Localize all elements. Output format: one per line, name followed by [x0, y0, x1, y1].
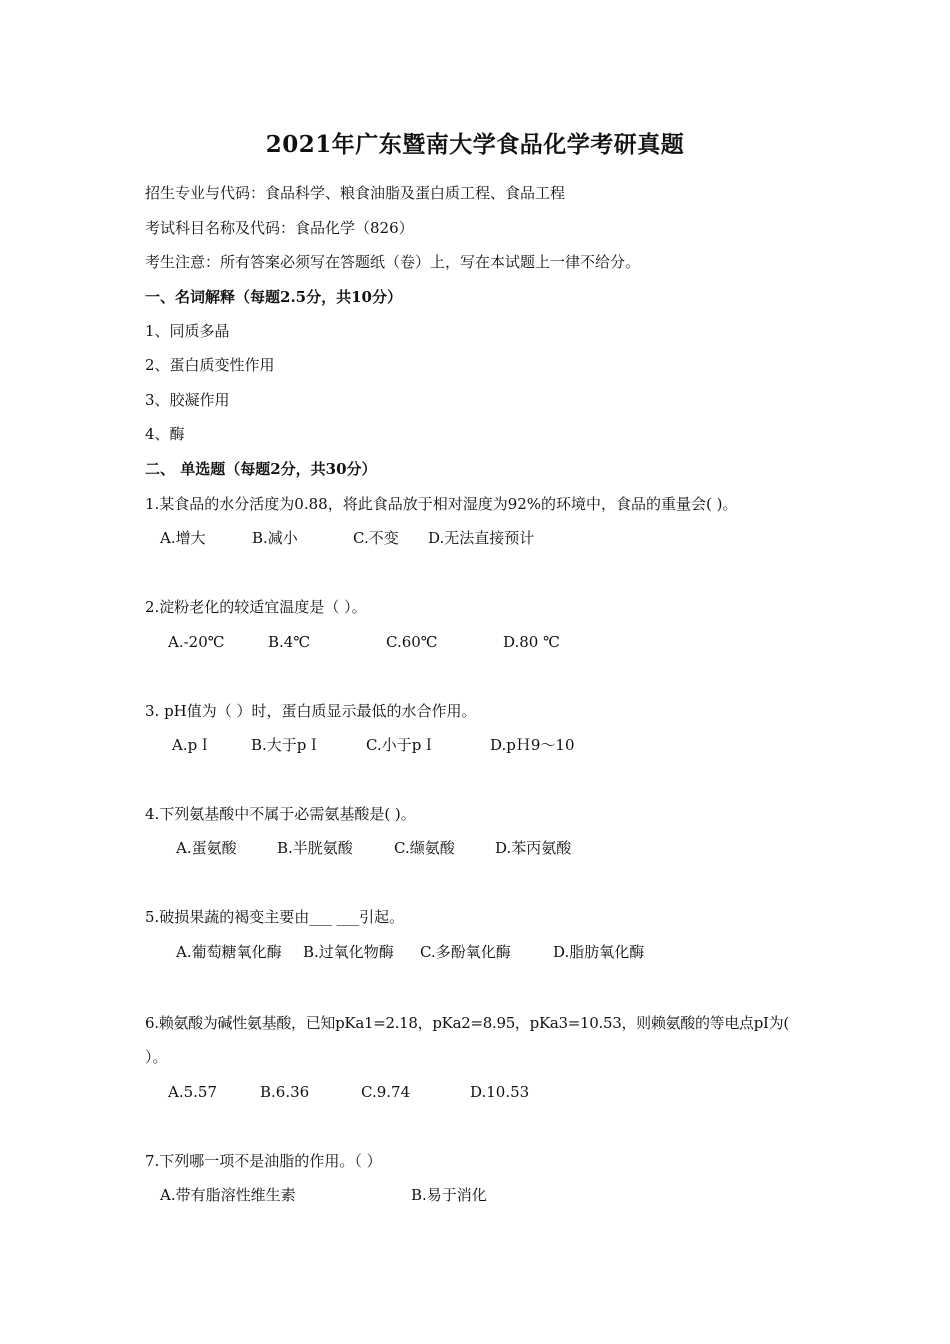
option: A.带有脂溶性维生素	[160, 1186, 296, 1204]
option: C.小于pＩ	[366, 736, 437, 754]
term-item: 3、胶凝作用	[145, 391, 230, 409]
option: B.减小	[252, 529, 298, 547]
option: D.无法直接预计	[428, 529, 535, 547]
option: C.9.74	[361, 1083, 411, 1101]
document-title: 2021年广东暨南大学食品化学考研真题	[265, 131, 685, 158]
option: A.pＩ	[172, 736, 213, 754]
question-stem: 3. pH值为（ ）时，蛋白质显示最低的水合作用。	[145, 702, 477, 720]
option: D.pＨ9～10	[490, 736, 575, 754]
question-stem: 6.赖氨酸为碱性氨基酸，已知pKa1=2.18，pKa2=8.95，pKa3=10.53，则赖氨酸的等电点pI为(	[145, 1014, 789, 1032]
option: D.脂肪氧化酶	[553, 943, 645, 961]
option: A.5.57	[168, 1083, 217, 1101]
question-stem: 5.破损果蔬的褐变主要由___ ___引起。	[145, 908, 405, 926]
option: C.60℃	[386, 633, 438, 651]
question-stem: 7.下列哪一项不是油脂的作用。（ ）	[145, 1152, 382, 1170]
option: A.-20℃	[168, 633, 225, 651]
question-stem: 2.淀粉老化的较适宜温度是（ ）。	[145, 598, 367, 616]
option: D.苯丙氨酸	[495, 839, 572, 857]
option: B.大于pＩ	[251, 736, 322, 754]
option: B.半胱氨酸	[277, 839, 353, 857]
notice-line: 考生注意：所有答案必须写在答题纸（卷）上，写在本试题上一律不给分。	[145, 253, 641, 271]
question-stem-continuation: ）。	[145, 1048, 168, 1066]
question-stem: 1.某食品的水分活度为0.88，将此食品放于相对湿度为92%的环境中，食品的重量会( )。	[145, 495, 738, 513]
section1-heading: 一、名词解释（每题2.5分，共10分）	[145, 288, 402, 306]
term-item: 2、蛋白质变性作用	[145, 356, 275, 374]
subject-line: 考试科目名称及代码：食品化学（826）	[145, 219, 414, 237]
option: B.4℃	[268, 633, 311, 651]
option: D.10.53	[470, 1083, 530, 1101]
option: B.6.36	[260, 1083, 310, 1101]
option: A.葡萄糖氧化酶	[176, 943, 282, 961]
option: C.缬氨酸	[394, 839, 455, 857]
option: D.80 ℃	[503, 633, 560, 651]
section2-heading: 二、 单选题（每题2分，共30分）	[145, 460, 377, 478]
option: B.过氧化物酶	[303, 943, 394, 961]
option: A.蛋氨酸	[176, 839, 237, 857]
option: A.增大	[160, 529, 206, 547]
option: C.多酚氧化酶	[420, 943, 511, 961]
option: C.不变	[353, 529, 399, 547]
term-item: 1、同质多晶	[145, 322, 230, 340]
question-stem: 4.下列氨基酸中不属于必需氨基酸是( )。	[145, 805, 416, 823]
option: B.易于消化	[411, 1186, 487, 1204]
major-line: 招生专业与代码：食品科学、粮食油脂及蛋白质工程、食品工程	[145, 184, 566, 202]
term-item: 4、酶	[145, 425, 185, 443]
